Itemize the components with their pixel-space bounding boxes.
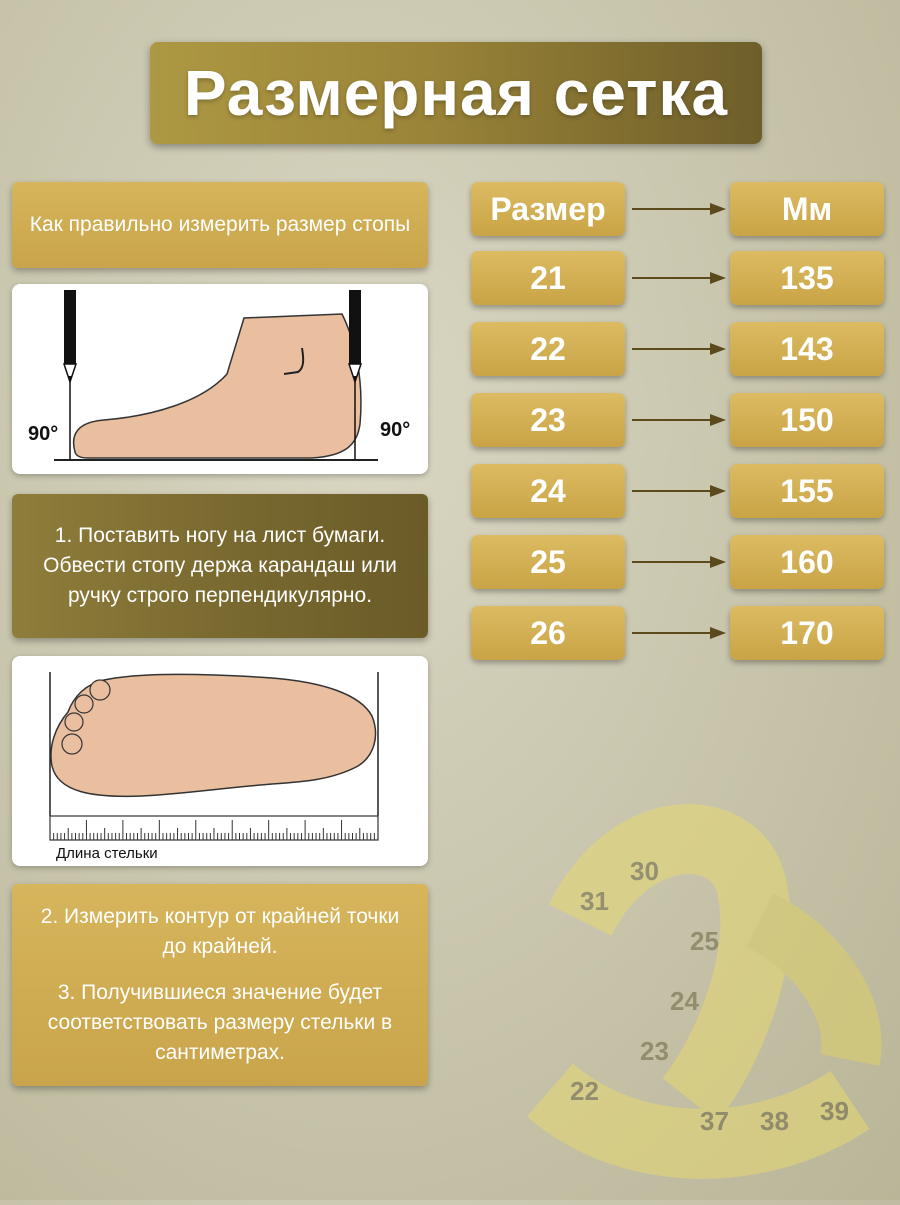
angle-right-label: 90° <box>380 419 411 441</box>
header-size-cell <box>471 182 625 236</box>
size-cell <box>471 322 625 376</box>
mm-cell <box>730 251 884 305</box>
mm-cell <box>730 393 884 447</box>
step3-text: 3. Получившиеся значение будет соответствовать размеру стельки в сантиметрах. <box>47 981 393 1064</box>
tape-number: 38 <box>760 1106 789 1136</box>
size-value: 26 <box>530 614 566 651</box>
size-value: 25 <box>530 543 566 580</box>
header-mm-label: Мм <box>781 190 833 227</box>
size-cell <box>471 606 625 660</box>
size-value: 23 <box>530 401 566 438</box>
mm-value: 135 <box>780 259 834 296</box>
size-cell <box>471 251 625 305</box>
size-value: 21 <box>530 259 566 296</box>
footprint-illustration <box>12 656 428 866</box>
arrow-icon <box>632 271 726 285</box>
pencil-left-icon <box>64 290 76 460</box>
foot-side-illustration <box>12 284 428 474</box>
arrow-icon <box>632 555 726 569</box>
foot-side-figure <box>12 284 428 474</box>
measuring-tape-icon <box>430 800 900 1200</box>
footprint-figure <box>12 656 428 866</box>
tape-number: 24 <box>670 986 699 1016</box>
header-size-label: Размер <box>490 190 606 227</box>
arrow-icon <box>632 626 726 640</box>
mm-value: 155 <box>780 472 834 509</box>
tape-number: 22 <box>570 1076 599 1106</box>
angle-left-label: 90° <box>28 423 59 445</box>
tape-number: 37 <box>700 1106 729 1136</box>
size-cell <box>471 464 625 518</box>
arrow-icon <box>632 484 726 498</box>
measuring-tape-decoration <box>430 800 900 1200</box>
tape-number: 31 <box>580 886 609 916</box>
tape-number: 25 <box>690 926 719 956</box>
tape-number: 23 <box>640 1036 669 1066</box>
steps23-panel <box>12 884 428 1086</box>
mm-value: 143 <box>780 330 834 367</box>
mm-value: 170 <box>780 614 834 651</box>
arrow-icon <box>632 342 726 356</box>
mm-value: 150 <box>780 401 834 438</box>
howto-text: Как правильно измерить размер стопы <box>29 213 411 236</box>
mm-cell <box>730 322 884 376</box>
mm-cell <box>730 606 884 660</box>
arrow-icon <box>632 202 726 216</box>
size-value: 24 <box>530 472 566 509</box>
step1-panel <box>12 494 428 638</box>
mm-cell <box>730 535 884 589</box>
insole-length-caption: Длина стельки <box>56 845 158 862</box>
howto-panel <box>12 182 428 268</box>
page-title: Размерная сетка <box>183 57 729 129</box>
step1-text: 1. Поставить ногу на лист бумаги. Обвести стопу держа карандаш или ручку строго перпендикулярно. <box>43 524 397 607</box>
tape-number: 30 <box>630 856 659 886</box>
mm-cell <box>730 464 884 518</box>
size-cell <box>471 535 625 589</box>
tape-number: 39 <box>820 1096 849 1126</box>
step2-text: 2. Измерить контур от крайней точки до крайней. <box>40 905 400 958</box>
size-cell <box>471 393 625 447</box>
ruler-icon <box>50 816 378 840</box>
foot-side-shape <box>74 314 361 458</box>
size-value: 22 <box>530 330 566 367</box>
arrow-icon <box>632 413 726 427</box>
title-banner <box>150 42 762 144</box>
header-mm-cell <box>730 182 884 236</box>
mm-value: 160 <box>780 543 834 580</box>
